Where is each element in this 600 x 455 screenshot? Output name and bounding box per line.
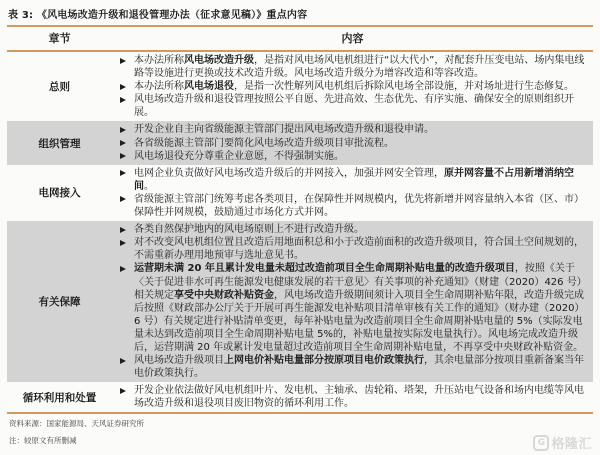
- bullet-arrow-icon: [112, 167, 134, 177]
- bullet-arrow-icon: [112, 223, 134, 233]
- column-header-chapter: 章节: [48, 32, 71, 45]
- table-row: [7, 221, 593, 382]
- bullet-text: 开发企业依法做好风电机组叶片、发电机、主轴承、齿轮箱、塔架，升压站电气设备和场内电缆等风电场改造升级和退役项目废旧物资的循环利用工作。: [134, 385, 584, 410]
- abridgment-note: 注：较原文有所删减: [9, 436, 77, 446]
- bullet-text: 本办法所称风电场改造升级，是指对风电场风电机组进行“以大代小”，对配套升压变电站、场内集电线路等设施进行更换或技术改造升级。风电场改造升级分为增容改造和等容改造。: [134, 55, 585, 80]
- content-cell: [112, 52, 593, 121]
- bullet-arrow-icon: [112, 123, 134, 133]
- chapter-cell: 有关保障: [38, 296, 81, 309]
- table-row: [7, 52, 593, 121]
- table-body: [7, 52, 593, 412]
- bullet-item: [112, 80, 587, 93]
- column-header-content: 内容: [341, 32, 364, 45]
- content-cell: [112, 221, 593, 382]
- chapter-cell: 电网接入: [38, 187, 81, 200]
- bullet-item: [112, 137, 587, 150]
- content-cell: [112, 382, 593, 412]
- bullet-text: 开发企业自主向省级能源主管部门提出风电场改造升级和退役申请。: [134, 124, 434, 136]
- chapter-cell: 循环利用和处置: [22, 391, 97, 404]
- bullet-text: 各省级能源主管部门要简化风电场改造升级项目审批流程。: [134, 137, 394, 149]
- bullet-arrow-icon: [112, 137, 134, 147]
- bullet-text: 运营期未满 20 年且累计发电量未超过改造前项目全生命周期补贴电量的改造升级项目，按照《关于〈关于促进非水可再生能源发电健康发展的若干意见〉有关事项的补充通知》（财建（2020）426 号）相关规定享受中央财政补贴资金，风电场改造升级期间须计入项目全生命周期补贴年限，改造升级完成后按照《财政部办公厅关于开展可再生能源发电补贴项目清单审核有关工作的通知》（财办建（2020）6 号）有关规定进行补贴清单变更，每年补贴电量为改造前项目全生命周期补贴电量的 5%（实际发电量未达到改造前项目全生命周期补贴电量 5%的，补贴电量按实际发电量执行）。风电场完成改造升级后，运营期满 20 年或累计发电量超过改造前项目全生命周期补贴电量，不再享受中央财政补贴资金。: [134, 263, 587, 353]
- bullet-arrow-icon: [112, 80, 134, 90]
- bullet-item: [112, 54, 587, 80]
- bullet-item: [112, 123, 587, 136]
- bullet-text: 风电场改造升级和退役管理按照公平自愿、先进高效、生态优先、有序实施、确保安全的原则组织开展。: [134, 94, 574, 119]
- bullet-text: 省级能源主管部门统筹考虑各类项目，在保障性并网规模内，优先将新增并网容量纳入本省（区、市）保障性并网规模，鼓励通过市场化方式并网。: [134, 193, 584, 219]
- bullet-arrow-icon: [112, 54, 134, 64]
- chapter-cell: 总则: [49, 81, 70, 94]
- table-header-row: [7, 27, 593, 50]
- bullet-item: [112, 354, 587, 380]
- table-row: [7, 382, 593, 412]
- bullet-arrow-icon: [112, 384, 134, 394]
- bullet-text: 各类自然保护地内的风电场原则上不进行改造升级。: [134, 224, 364, 236]
- table-title: 表 3: 《风电场改造升级和退役管理办法（征求意见稿）》重点内容: [8, 10, 308, 21]
- table-row: [7, 121, 593, 164]
- bullet-item: [112, 93, 587, 119]
- content-cell: [112, 165, 593, 221]
- bullet-item: [112, 384, 587, 410]
- bullet-text: 风电场改造升级项目上网电价补贴电量部分按原项目电价政策执行，其余电量部分按项目重新备案当年电价政策执行。: [134, 355, 584, 380]
- gelonghui-logo-icon: G: [533, 435, 549, 451]
- bullet-item: [112, 150, 587, 163]
- watermark-label: 格隆汇: [551, 437, 592, 452]
- bullet-arrow-icon: [112, 93, 134, 103]
- bullet-arrow-icon: [112, 354, 134, 364]
- bullet-item: [112, 167, 587, 193]
- bullet-arrow-icon: [112, 236, 134, 246]
- bullet-text: 本办法所称风电场退役，是指一次性解列风电机组后拆除风电场全部设施，并对场址进行生态修复。: [134, 81, 574, 93]
- bullet-item: [112, 223, 587, 236]
- bullet-item: [112, 262, 587, 354]
- bullet-item: [112, 236, 587, 262]
- bullet-arrow-icon: [112, 150, 134, 160]
- table-row: [7, 165, 593, 221]
- bullet-text: 风电场退役充分尊重企业意愿，不得强制实施。: [134, 150, 344, 162]
- content-cell: [112, 121, 593, 164]
- bullet-arrow-icon: [112, 193, 134, 203]
- bullet-arrow-icon: [112, 262, 134, 272]
- watermark: [533, 433, 592, 452]
- chapter-cell: 组织管理: [38, 137, 81, 150]
- source-note: 资料来源：国家能源局、天风证券研究所: [9, 419, 144, 429]
- bullet-text: 对不改变风电机组位置且改造后用地面积总和小于改造前面积的改造升级项目，符合国土空间规划的，不需重新办理用地预审与选址意见书。: [134, 237, 584, 262]
- bullet-text: 电网企业负责做好风电场改造升级后的并网接入，加强并网安全管理，原并网容量不占用新增消纳空间。: [134, 167, 574, 192]
- bullet-item: [112, 193, 587, 219]
